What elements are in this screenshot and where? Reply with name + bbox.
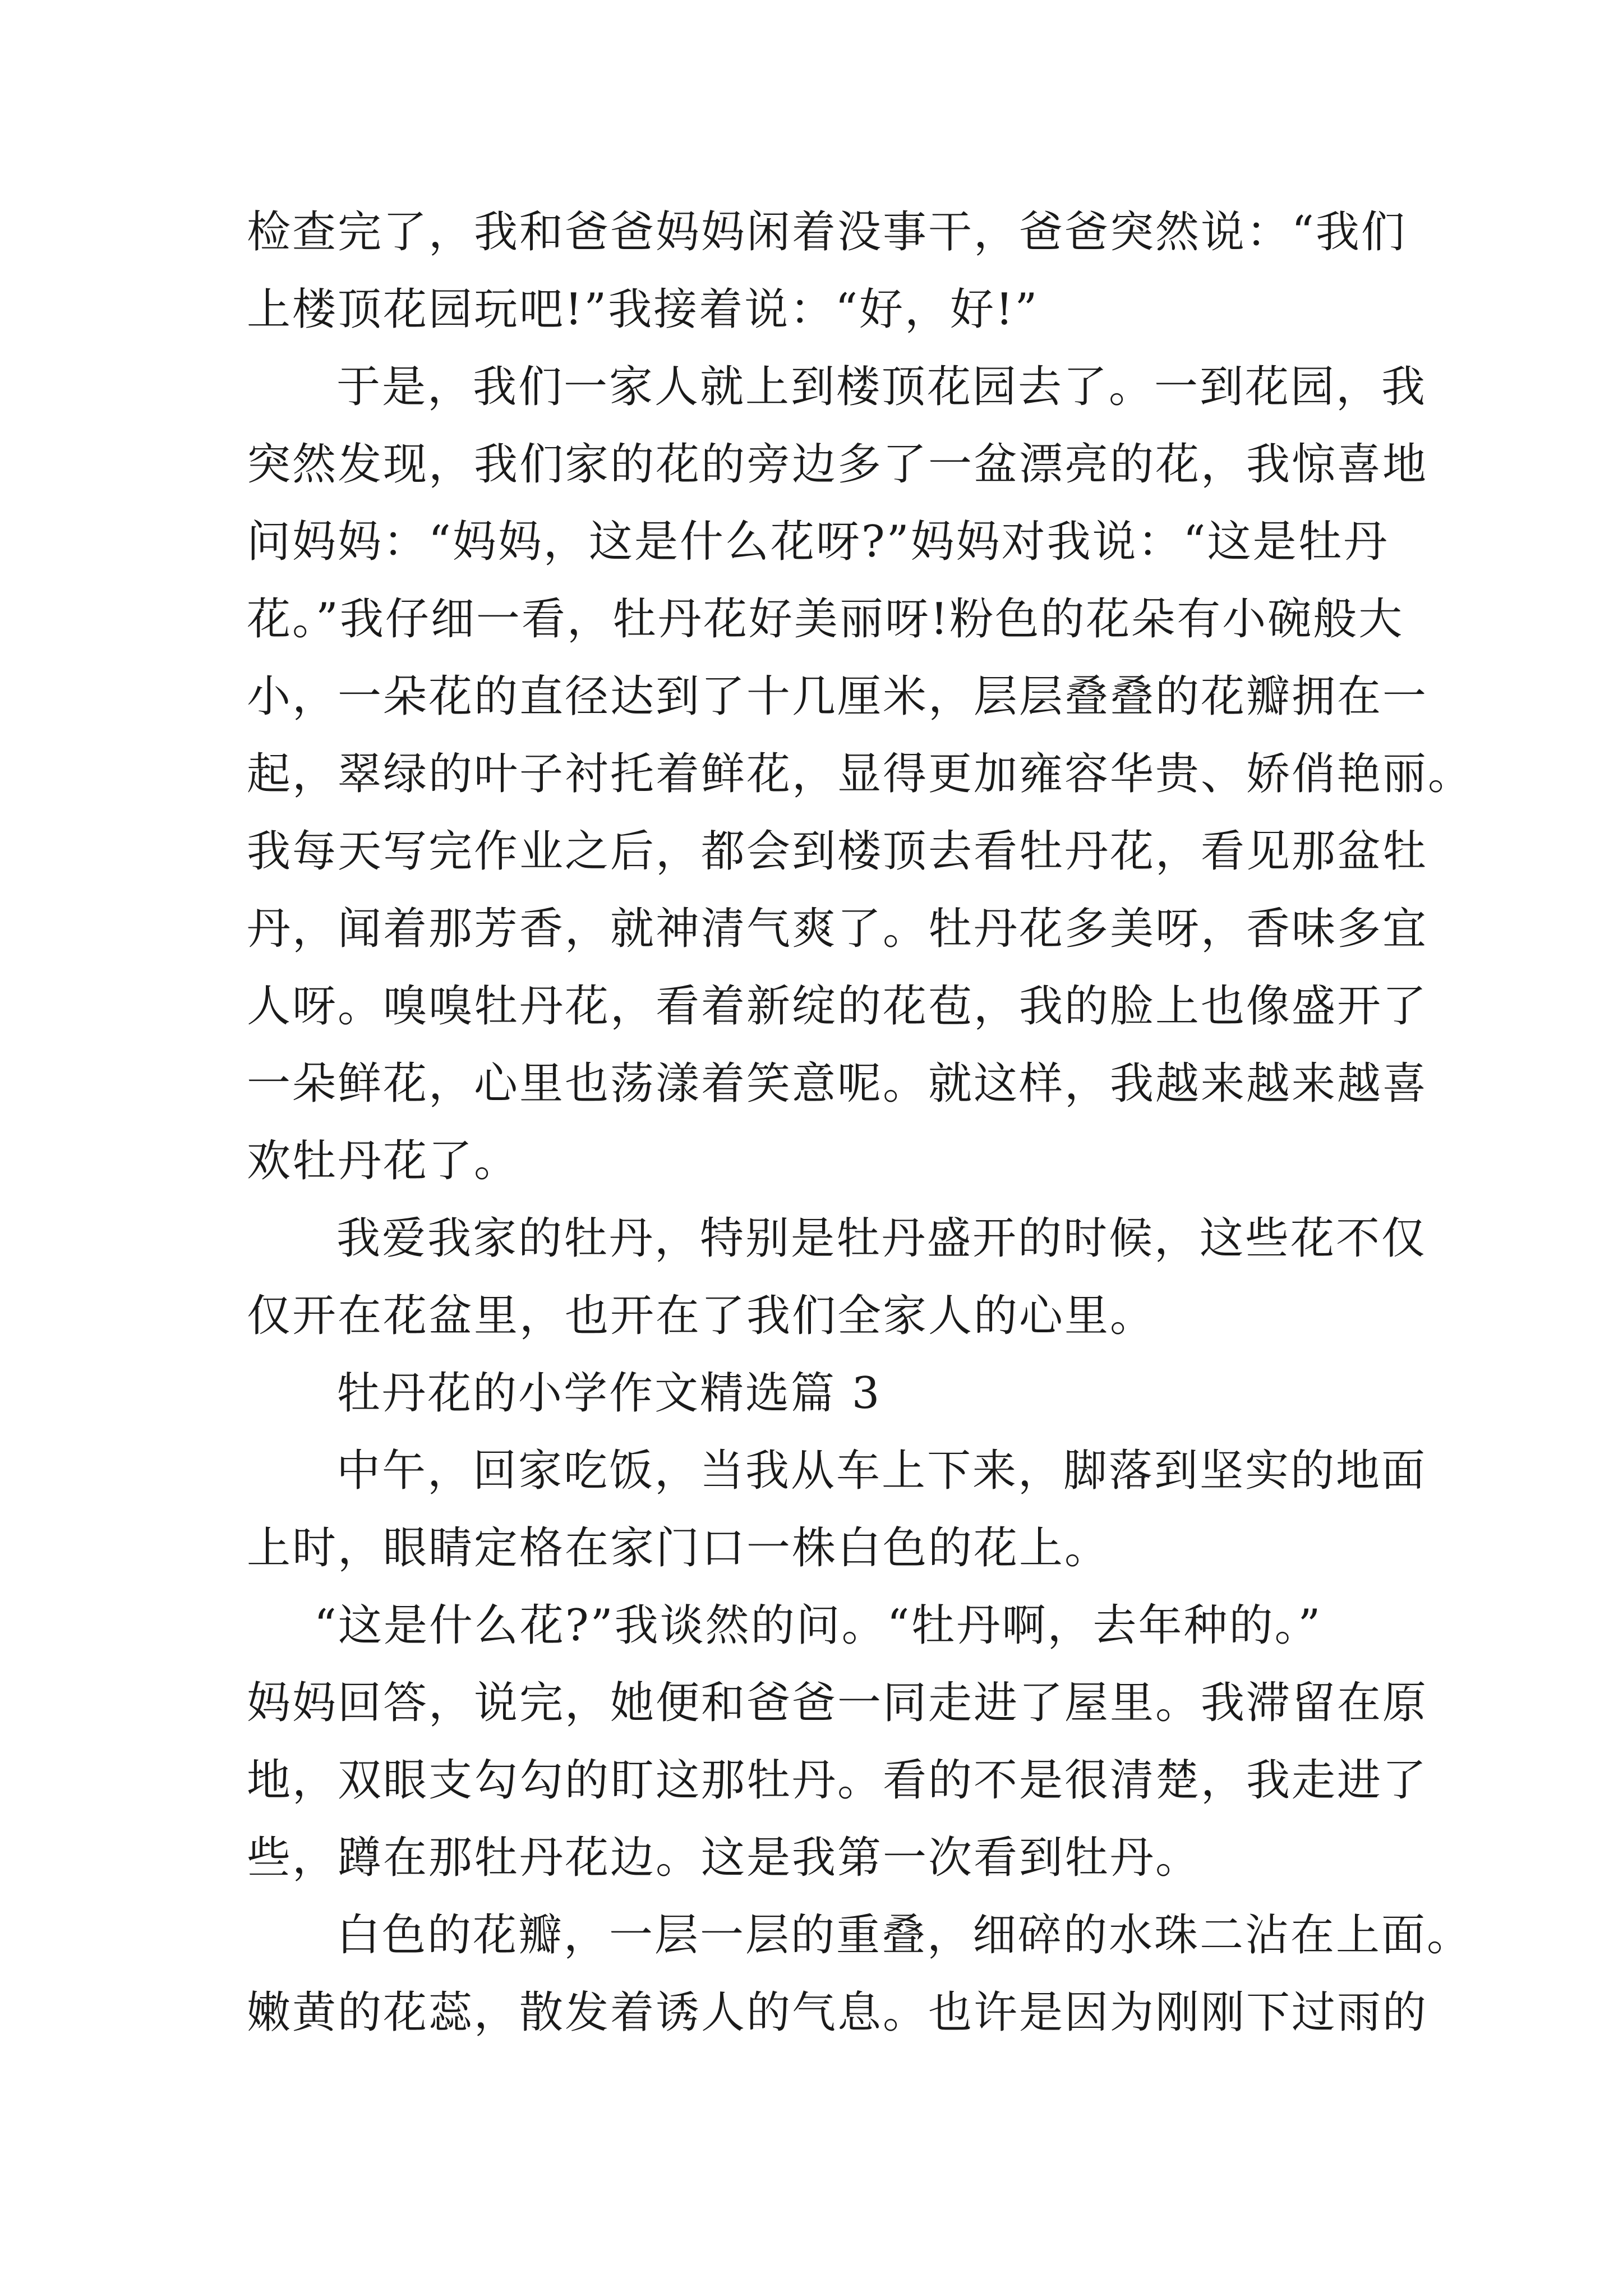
text-line: 仅开在花盆里，也开在了我们全家人的心里。 [247,1291,1156,1341]
essay-text [247,194,1474,2051]
text-line: 嫩黄的花蕊，散发着诱人的气息。也许是因为刚刚下过雨的 [247,1987,1428,2038]
text-line: 欢牡丹花了。 [247,1136,520,1186]
text-line: 问妈妈：“妈妈，这是什么花呀?”妈妈对我说：“这是牡丹 [247,517,1389,567]
text-line: 妈妈回答，说完，她便和爸爸一同走进了屋里。我滞留在原 [247,1678,1428,1728]
text-line: 上楼顶花园玩吧!”我接着说：“好，好!” [247,284,1039,335]
text-line: 人呀。嗅嗅牡丹花，看着新绽的花苞，我的脸上也像盛开了 [247,981,1428,1032]
paragraph-start-line: 白色的花瓣，一层一层的重叠，细碎的水珠二沾在上面。 [336,1910,1473,1961]
paragraph-start-line: 中午，回家吃饭，当我从车上下来，脚落到坚实的地面 [336,1446,1427,1496]
text-line: 花。”我仔细一看，牡丹花好美丽呀!粉色的花朵有小碗般大 [247,594,1404,645]
text-line: 突然发现，我们家的花的旁边多了一盆漂亮的花，我惊喜地 [247,439,1428,490]
section-heading: 牡丹花的小学作文精选篇 3 [336,1368,882,1419]
text-line: 一朵鲜花，心里也荡漾着笑意呢。就这样，我越来越来越喜 [247,1059,1428,1109]
text-line: 些，蹲在那牡丹花边。这是我第一次看到牡丹。 [247,1833,1201,1883]
text-line: 起，翠绿的叶子衬托着鲜花，显得更加雍容华贵、娇俏艳丽。 [247,749,1474,799]
text-line: 上时，眼睛定格在家门口一株白色的花上。 [247,1523,1110,1573]
text-line: 检查完了，我和爸爸妈妈闲着没事干，爸爸突然说：“我们 [247,207,1407,257]
text-line: 我每天写完作业之后，都会到楼顶去看牡丹花，看见那盆牡 [247,826,1428,877]
text-line: 丹，闻着那芳香，就神清气爽了。牡丹花多美呀，香味多宜 [247,904,1428,954]
paragraph-start-line: 我爱我家的牡丹，特别是牡丹盛开的时候，这些花不仅 [336,1213,1427,1264]
text-line: 地，双眼支勾勾的盯这那牡丹。看的不是很清楚，我走进了 [247,1755,1428,1806]
text-line: 小，一朵花的直径达到了十几厘米，层层叠叠的花瓣拥在一 [247,671,1428,722]
paragraph-start-line: “这是什么花?”我谈然的问。“牡丹啊，去年种的。” [314,1600,1322,1651]
paragraph-start-line: 于是，我们一家人就上到楼顶花园去了。一到花园，我 [336,362,1427,412]
